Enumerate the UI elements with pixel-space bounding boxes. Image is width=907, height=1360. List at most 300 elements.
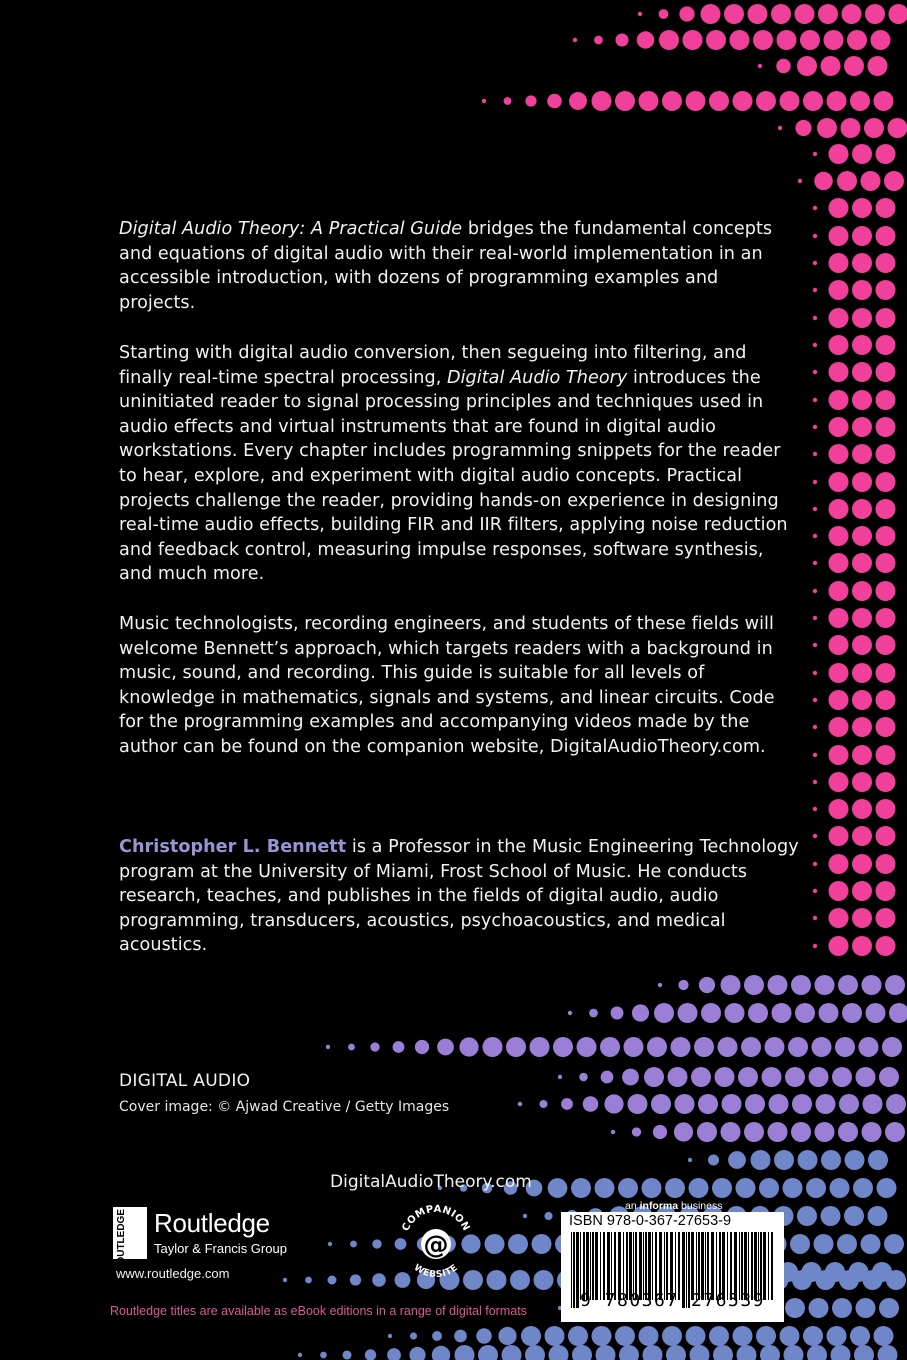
decorative-dot (859, 1037, 879, 1057)
decorative-dot (632, 1004, 649, 1021)
decorative-dot (409, 1347, 425, 1360)
decorative-dot (885, 975, 905, 995)
decorative-dot (813, 916, 817, 920)
decorative-dot (876, 635, 896, 655)
decorative-dot (709, 91, 729, 111)
decorative-dot (679, 6, 694, 21)
decorative-dot (689, 1178, 709, 1198)
decorative-dot (748, 1003, 768, 1023)
decorative-dot (792, 1270, 812, 1290)
decorative-dot (532, 1234, 552, 1254)
decorative-dot (572, 1345, 592, 1360)
decorative-dot (829, 417, 849, 437)
decorative-dot (328, 1242, 332, 1246)
decorative-dot (547, 94, 562, 109)
decorative-dot (665, 1178, 685, 1198)
decorative-dot (718, 1037, 738, 1057)
decorative-dot (852, 581, 872, 601)
decorative-dot (839, 1270, 859, 1290)
decorative-dot (800, 30, 820, 50)
decorative-dot (879, 1298, 899, 1318)
decorative-dot (678, 1003, 698, 1023)
decorative-dot (701, 4, 721, 24)
decorative-dot (611, 1130, 615, 1134)
decorative-dot (866, 1003, 886, 1023)
publisher-url[interactable]: www.routledge.com (116, 1266, 230, 1281)
author-name: Christopher L. Bennett (119, 837, 347, 857)
decorative-dot (410, 1332, 417, 1339)
decorative-dot (510, 1270, 530, 1290)
decorative-dot (596, 1345, 616, 1360)
decorative-dot (305, 1277, 312, 1284)
cover-image-credit: Cover image: © Ajwad Creative / Getty Images (119, 1099, 450, 1115)
decorative-dot (350, 1274, 361, 1285)
decorative-dot (852, 226, 872, 246)
decorative-dot (393, 1041, 405, 1053)
decorative-dot (830, 1178, 850, 1198)
decorative-dot (797, 56, 817, 76)
decorative-dot (653, 1125, 667, 1139)
decorative-dot (638, 12, 642, 16)
decorative-dot (876, 881, 896, 901)
decorative-dot (783, 1178, 803, 1198)
decorative-dot (852, 881, 872, 901)
decorative-dot (549, 1345, 569, 1360)
decorative-dot (876, 499, 896, 519)
decorative-dot (876, 308, 896, 328)
decorative-dot (518, 1102, 522, 1106)
decorative-dot (852, 499, 872, 519)
decorative-dot (328, 1276, 337, 1285)
decorative-dot (642, 1178, 662, 1198)
routledge-logo (113, 1207, 303, 1272)
decorative-dot (868, 1150, 888, 1170)
decorative-dot (639, 91, 659, 111)
decorative-dot (886, 1270, 906, 1290)
decorative-dot (813, 671, 817, 675)
author-bio (119, 835, 799, 958)
decorative-dot (370, 1042, 379, 1051)
paragraph-text-end: introduces the uninitiated reader to signal processing principles and techniques used in audio effects and virtual instruments that are found in digital audio workstations. Every chapter includes programming snippets for the reader to hear, explore, and experiment with digital audio concepts. Practical projects challenge the reader, providing hands-on experience in designing real-time audio effects, building FIR and IIR filters, applying noise reduction and feedback control, measuring impulse responses, software synthesis, and much more. (119, 367, 788, 585)
decorative-dot (827, 1326, 847, 1346)
decorative-dot (889, 4, 907, 24)
decorative-dot (659, 30, 679, 50)
decorative-dot (876, 144, 896, 164)
decorative-dot (852, 690, 872, 710)
decorative-dot (675, 1094, 695, 1114)
decorative-dot (829, 390, 849, 410)
decorative-dot (813, 370, 817, 374)
badge-top-text: COMPANION (400, 1203, 472, 1234)
decorative-dot (813, 507, 817, 511)
decorative-dot (876, 826, 896, 846)
decorative-dot (504, 97, 512, 105)
decorative-dot (819, 1003, 839, 1023)
book-title-italic: Digital Audio Theory: A Practical Guide (119, 219, 463, 239)
decorative-dot (865, 4, 885, 24)
decorative-dot (759, 1178, 779, 1198)
decorative-dot (844, 56, 864, 76)
decorative-dot (876, 854, 896, 874)
decorative-dot (485, 1234, 505, 1254)
decorative-dot (877, 1178, 897, 1198)
decorative-dot (601, 1071, 614, 1084)
decorative-dot (348, 1044, 355, 1051)
decorative-dot (876, 362, 896, 382)
decorative-dot (813, 398, 817, 402)
decorative-dot (876, 280, 896, 300)
decorative-dot (827, 91, 847, 111)
decorative-dot (852, 635, 872, 655)
decorative-dot (525, 95, 536, 106)
decorative-dot (772, 1003, 792, 1023)
decorative-dot (841, 118, 861, 138)
decorative-dot (365, 1349, 376, 1360)
decorative-dot (372, 1239, 381, 1248)
decorative-dot (813, 206, 817, 210)
decorative-dot (760, 1345, 780, 1360)
svg-text:COMPANION (400, 1204, 471, 1233)
decorative-dot (699, 977, 715, 993)
decorative-dot (622, 1069, 639, 1086)
decorative-dot (829, 690, 849, 710)
decorative-dot (756, 91, 776, 111)
blurb-paragraph-3 (119, 612, 799, 760)
decorative-dot (604, 1094, 623, 1113)
decorative-dot (829, 526, 849, 546)
decorative-dot (852, 308, 872, 328)
decorative-dot (632, 1127, 641, 1136)
decorative-dot (842, 4, 862, 24)
decorative-dot (852, 253, 872, 273)
paragraph-text: Music technologists, recording engineers, and students of these fields will welcome Bennett’s approach, which targets readers with a background in music, sound, and recording. This guide is suitable for all levels of knowledge in mathematics, signals and systems, and linear circuits. Code for the programming examples and accompanying videos made by the author can be found on the companion website, DigitalAudioTheory.com. (119, 614, 775, 757)
decorative-dot (852, 936, 872, 956)
decorative-dot (498, 1327, 516, 1345)
decorative-dot (868, 56, 888, 76)
svg-text:WEBSITE (412, 1263, 460, 1280)
decorative-dot (611, 1007, 624, 1020)
barcode-number: 9 780367 276539 (579, 1290, 766, 1311)
decorative-dot (884, 171, 904, 191)
decorative-dot (838, 975, 858, 995)
decorative-dot (813, 343, 817, 347)
decorative-dot (813, 862, 817, 866)
decorative-dot (876, 390, 896, 410)
decorative-dot (852, 745, 872, 765)
decorative-dot (592, 1326, 612, 1346)
decorative-dot (521, 1326, 541, 1346)
decorative-dot (876, 526, 896, 546)
decorative-dot (813, 725, 817, 729)
decorative-dot (882, 1037, 902, 1057)
decorative-dot (618, 1178, 638, 1198)
decorative-dot (876, 417, 896, 437)
decorative-dot (615, 1326, 635, 1346)
decorative-dot (821, 1206, 841, 1226)
decorative-dot (678, 980, 688, 990)
decorative-dot (432, 1346, 451, 1360)
decorative-dot (659, 9, 669, 19)
decorative-dot (813, 534, 817, 538)
decorative-dot (545, 1326, 565, 1346)
decorative-dot (737, 1345, 757, 1360)
decorative-dot (748, 4, 768, 24)
decorative-dot (829, 335, 849, 355)
decorative-dot (852, 362, 872, 382)
decorative-dot (437, 1039, 454, 1056)
decorative-dot (852, 198, 872, 218)
decorative-dot (577, 1037, 597, 1057)
decorative-dot (829, 581, 849, 601)
decorative-dot (736, 1178, 756, 1198)
decorative-dot (790, 1234, 810, 1254)
decorative-dot (835, 1037, 855, 1057)
decorative-dot (571, 1178, 591, 1198)
decorative-dot (829, 444, 849, 464)
decorative-dot (829, 253, 849, 273)
decorative-dot (813, 780, 817, 784)
decorative-dot (595, 1178, 615, 1198)
decorative-dot (792, 1094, 812, 1114)
decorative-dot (829, 553, 849, 573)
author-bio-text: is a Professor in the Music Engineering Technology program at the University of Miami, Frost School of Music. He conducts research, teaches, and publishes in the fields of digital audio, audio programming, transducers, acoustics, psychoacoustics, and medical acoustics. (119, 837, 799, 956)
decorative-dot (724, 4, 744, 24)
decorative-dot (785, 1298, 805, 1318)
decorative-dot (523, 1214, 527, 1218)
decorative-dot (579, 1073, 588, 1082)
decorative-dot (813, 889, 817, 893)
decorative-dot (862, 975, 882, 995)
decorative-dot (813, 452, 817, 456)
decorative-dot (816, 1094, 836, 1114)
decorative-dot (813, 561, 817, 565)
decorative-dot (624, 1037, 644, 1057)
decorative-dot (813, 316, 817, 320)
decorative-dot (876, 690, 896, 710)
decorative-dot (803, 1326, 823, 1346)
decorative-dot (852, 417, 872, 437)
decorative-dot (762, 1067, 782, 1087)
decorative-dot (482, 99, 486, 103)
decorative-dot (548, 1178, 568, 1198)
decorative-dot (753, 30, 773, 50)
decorative-dot (813, 589, 817, 593)
decorative-dot (432, 1331, 442, 1341)
decorative-dot (814, 1234, 834, 1254)
decorative-dot (690, 1345, 710, 1360)
decorative-dot (879, 1067, 899, 1087)
decorative-dot (706, 30, 726, 50)
decorative-dot (818, 4, 838, 24)
decorative-dot (815, 1122, 835, 1142)
decorative-dot (455, 1345, 475, 1360)
decorative-dot (530, 1037, 550, 1057)
decorative-dot (829, 635, 849, 655)
decorative-dot (829, 226, 849, 246)
decorative-dot (812, 1037, 832, 1057)
decorative-dot (876, 936, 896, 956)
decorative-dot (829, 745, 849, 765)
decorative-dot (829, 663, 849, 683)
decorative-dot (809, 1067, 829, 1087)
badge-bottom-text: WEBSITE (411, 1262, 461, 1281)
decorative-dot (686, 91, 706, 111)
decorative-dot (728, 1151, 746, 1169)
decorative-dot (553, 1037, 573, 1057)
decorative-dot (876, 198, 896, 218)
decorative-dot (619, 1345, 639, 1360)
companion-website-link[interactable]: DigitalAudioTheory.com (330, 1172, 532, 1192)
decorative-dot (874, 1326, 894, 1346)
decorative-dot (856, 1298, 876, 1318)
decorative-dot (658, 983, 662, 987)
decorative-dot (780, 1326, 800, 1346)
decorative-dot (713, 1345, 733, 1360)
decorative-dot (643, 1345, 663, 1360)
decorative-dot (709, 1326, 729, 1346)
decorative-dot (876, 335, 896, 355)
decorative-dot (852, 608, 872, 628)
decorative-dot (758, 64, 762, 68)
decorative-dot (829, 198, 849, 218)
decorative-dot (784, 1345, 804, 1360)
decorative-dot (765, 1037, 785, 1057)
routledge-mark-icon: ROUTLEDGE (113, 1207, 147, 1259)
decorative-dot (688, 1158, 692, 1162)
decorative-dot (769, 1094, 789, 1114)
decorative-dot (320, 1352, 327, 1359)
decorative-dot (829, 881, 849, 901)
decorative-dot (864, 118, 884, 138)
decorative-dot (733, 1326, 753, 1346)
decorative-dot (637, 31, 654, 48)
decorative-dot (829, 608, 849, 628)
decorative-dot (876, 253, 896, 273)
decorative-dot (862, 1122, 882, 1142)
book-title-italic: Digital Audio Theory (447, 367, 628, 388)
decorative-dot (852, 280, 872, 300)
decorative-dot (878, 1345, 898, 1360)
decorative-dot (350, 1241, 357, 1248)
decorative-dot (454, 1330, 467, 1343)
decorative-dot (671, 1037, 691, 1057)
decorative-dot (788, 1037, 808, 1057)
decorative-dot (459, 1037, 478, 1056)
decorative-dot (615, 91, 635, 111)
decorative-dot (829, 854, 849, 874)
decorative-dot (876, 444, 896, 464)
decorative-dot (813, 834, 817, 838)
decorative-dot (829, 908, 849, 928)
decorative-dot (876, 472, 896, 492)
decorative-dot (813, 807, 817, 811)
decorative-dot (829, 936, 849, 956)
decorative-dot (721, 975, 741, 995)
decorative-dot (730, 30, 750, 50)
decorative-dot (525, 1345, 545, 1360)
paragraph-text-start: Starting with digital audio conversion, then segueing into filtering, and finally real-time spectral processing, (119, 343, 747, 388)
decorative-dot (852, 335, 872, 355)
decorative-dot (829, 826, 849, 846)
decorative-dot (651, 1094, 671, 1114)
decorative-dot (813, 643, 817, 647)
decorative-dot (813, 234, 817, 238)
decorative-dot (647, 1037, 667, 1057)
decorative-dot (777, 30, 797, 50)
decorative-dot (852, 444, 872, 464)
decorative-dot (797, 1206, 817, 1226)
decorative-dot (813, 152, 817, 156)
decorative-dot (807, 1345, 827, 1360)
decorative-dot (876, 226, 896, 246)
decorative-dot (854, 1345, 874, 1360)
decorative-dot (798, 1150, 818, 1170)
decorative-dot (701, 1003, 721, 1023)
decorative-dot (876, 745, 896, 765)
decorative-dot (803, 91, 823, 111)
companion-website-badge (394, 1200, 478, 1284)
decorative-dot (839, 1094, 859, 1114)
decorative-dot (722, 1094, 742, 1114)
decorative-dot (829, 772, 849, 792)
decorative-dot (508, 1234, 528, 1254)
decorative-dot (534, 1270, 554, 1290)
decorative-dot (745, 1094, 765, 1114)
decorative-dot (568, 1011, 572, 1015)
decorative-dot (852, 663, 872, 683)
decorative-dot (725, 1003, 745, 1023)
decorative-dot (326, 1045, 330, 1049)
decorative-dot (829, 472, 849, 492)
decorative-dot (876, 608, 896, 628)
ebook-note: Routledge titles are available as eBook editions in a range of digital formats (110, 1304, 527, 1318)
decorative-dot (558, 1075, 562, 1079)
decorative-dot (813, 698, 817, 702)
decorative-dot (844, 1206, 864, 1226)
decorative-dot (876, 799, 896, 819)
decorative-dot (829, 362, 849, 382)
decorative-dot (589, 1009, 598, 1018)
decorative-dot (506, 1037, 526, 1057)
decorative-dot (838, 1122, 858, 1142)
isbn-label: ISBN 978-0-367-27653-9 (569, 1213, 732, 1229)
decorative-dot (298, 1353, 302, 1357)
decorative-dot (795, 4, 815, 24)
decorative-dot (569, 92, 587, 110)
decorative-dot (852, 854, 872, 874)
decorative-dot (829, 144, 849, 164)
decorative-dot (852, 553, 872, 573)
decorative-dot (814, 172, 833, 191)
decorative-dot (852, 472, 872, 492)
decorative-dot (697, 1122, 717, 1142)
decorative-dot (388, 1334, 392, 1338)
decorative-dot (852, 772, 872, 792)
decorative-dot (791, 1122, 811, 1142)
decorative-dot (845, 1150, 865, 1170)
decorative-dot (744, 975, 764, 995)
decorative-dot (744, 1122, 764, 1142)
decorative-dot (809, 1298, 829, 1318)
decorative-dot (387, 1348, 401, 1360)
decorative-dot (785, 1067, 805, 1087)
decorative-dot (683, 30, 703, 50)
decorative-dot (874, 91, 894, 111)
decorative-dot (573, 38, 577, 42)
decorative-dot (738, 1067, 758, 1087)
decorative-dot (813, 944, 817, 948)
decorative-dot (372, 1273, 386, 1287)
